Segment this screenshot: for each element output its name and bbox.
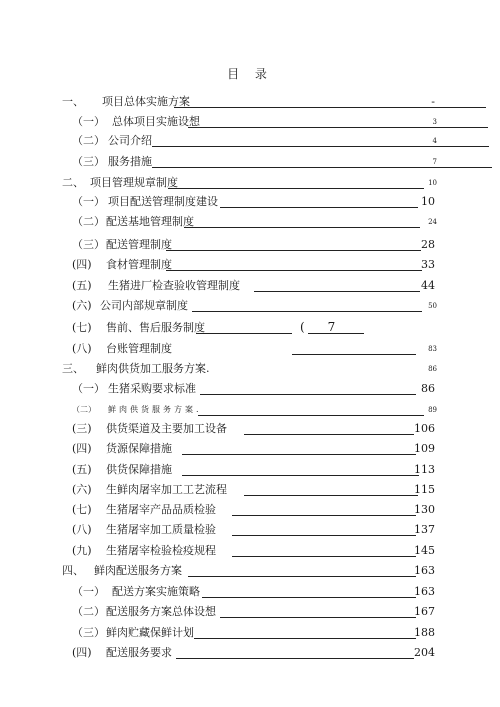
entry-leader: [152, 133, 489, 147]
entry-text: 鲜肉供货服务方案.: [108, 405, 202, 414]
entry-page: 33: [421, 258, 435, 271]
entry-number: 一、: [62, 95, 84, 108]
entry-page: 167: [414, 605, 435, 618]
entry-page: 86: [421, 382, 435, 395]
toc-entry[interactable]: [72, 462, 437, 478]
entry-number: (七): [72, 503, 92, 516]
entry-leader: [184, 214, 420, 228]
entry-number: (六): [72, 483, 92, 496]
entry-page: 10: [428, 179, 437, 187]
entry-page: 115: [414, 483, 435, 496]
entry-text: 生猪采购要求标准: [108, 382, 196, 395]
entry-text: 配送方案实施策略: [112, 585, 200, 598]
entry-page: 137: [414, 523, 435, 536]
entry-number: （三）: [72, 626, 105, 639]
entry-page: 130: [414, 503, 435, 516]
entry-number: (三): [72, 422, 92, 435]
entry-leader: [232, 543, 416, 557]
entry-text: 项目总体实施方案: [102, 95, 190, 108]
entry-leader: [292, 341, 416, 355]
entry-leader: [196, 320, 292, 334]
toc-entry[interactable]: [72, 298, 437, 314]
entry-text: 配送基地管理制度: [106, 215, 194, 228]
entry-text: 生猪屠宰加工质量检验: [106, 523, 216, 536]
entry-number: （一）: [72, 195, 105, 208]
toc-entry[interactable]: [72, 625, 437, 641]
entry-leader: [232, 522, 416, 536]
entry-number: (八): [72, 342, 92, 355]
entry-leader: [152, 154, 492, 168]
entry-page: 4: [432, 137, 437, 145]
entry-number: (九): [72, 544, 92, 557]
entry-page: 86: [428, 365, 437, 373]
entry-page: 106: [414, 422, 435, 435]
entry-leader: [174, 94, 486, 108]
entry-number: 三、: [62, 362, 84, 375]
toc-entry[interactable]: [72, 604, 437, 620]
entry-leader: [188, 114, 488, 128]
entry-leader: [308, 320, 364, 334]
entry-text: 售前、售后服务制度: [106, 321, 205, 334]
entry-leader: [254, 278, 420, 292]
entry-text: 供货渠道及主要加工设备: [106, 422, 227, 435]
entry-text: 项目配送管理制度建设: [108, 195, 218, 208]
entry-text: 鲜肉贮藏保鲜计划: [106, 626, 194, 639]
entry-number: （二）: [72, 134, 105, 147]
entry-leader: [176, 645, 414, 659]
entry-number: (五): [72, 279, 92, 292]
toc-entry[interactable]: [72, 402, 437, 418]
entry-leader: [220, 604, 416, 618]
entry-number: (五): [72, 463, 92, 476]
entry-number: （三）: [72, 155, 105, 168]
entry-number: (七): [72, 321, 92, 334]
entry-leader: [244, 421, 414, 435]
toc-entry[interactable]: [72, 133, 437, 149]
entry-number: （一）: [72, 382, 105, 395]
entry-leader: [182, 462, 419, 476]
toc-entry[interactable]: [72, 320, 437, 336]
entry-number: （二）: [72, 215, 105, 228]
entry-text: 配送服务要求: [106, 646, 172, 659]
entry-text: 生猪屠宰产品品质检验: [106, 503, 216, 516]
entry-text: 生猪进厂检查验收管理制度: [108, 279, 240, 292]
entry-page: 28: [421, 238, 435, 251]
entry-page: 83: [428, 345, 437, 353]
toc-entry[interactable]: [72, 214, 437, 230]
entry-page: 145: [414, 544, 435, 557]
entry-text: 项目管理规章制度: [90, 176, 178, 189]
entry-leader: [202, 584, 416, 598]
entry-leader: [192, 298, 422, 312]
entry-text: 食材管理制度: [106, 258, 172, 271]
entry-page: 7: [432, 158, 437, 166]
toc-entry[interactable]: [62, 175, 437, 191]
toc-entry[interactable]: [72, 278, 437, 294]
entry-page: 163: [414, 564, 435, 577]
toc-entry[interactable]: [72, 421, 437, 437]
entry-number: (四): [72, 258, 92, 271]
entry-page: 163: [414, 585, 435, 598]
toc-title: 目 录: [227, 67, 273, 81]
entry-text: 货源保障措施: [106, 442, 172, 455]
entry-page: 204: [414, 646, 435, 659]
entry-text: 配送管理制度: [106, 238, 172, 251]
entry-number: (八): [72, 523, 92, 536]
entry-page: 113: [414, 463, 435, 476]
entry-leader: [200, 381, 416, 395]
entry-leader: [188, 563, 416, 577]
toc-entry[interactable]: [72, 194, 437, 210]
entry-leader: [166, 257, 422, 271]
toc-entry[interactable]: [72, 237, 437, 253]
entry-number: （三）: [72, 238, 105, 251]
entry-number: 二、: [62, 176, 84, 189]
entry-text: 台账管理制度: [106, 342, 172, 355]
entry-text: 供货保障措施: [106, 463, 172, 476]
entry-page: 50: [428, 302, 437, 310]
toc-entry[interactable]: [72, 114, 437, 130]
toc-entry[interactable]: [62, 563, 437, 579]
entry-leader: [232, 502, 416, 516]
entry-number: （二）: [72, 405, 96, 414]
entry-text: 公司内部规章制度: [100, 299, 188, 312]
entry-text: 鲜肉供货加工服务方案.: [96, 362, 210, 375]
entry-page: 10: [421, 195, 435, 208]
entry-page: 24: [428, 218, 437, 226]
entry-text: 服务措施: [108, 155, 152, 168]
entry-page: 109: [414, 442, 435, 455]
entry-text: 鲜肉配送服务方案: [94, 564, 182, 577]
entry-number: （一）: [72, 585, 105, 598]
toc-entry[interactable]: [72, 341, 437, 357]
entry-leader: [168, 175, 424, 189]
entry-number: （二）: [72, 605, 105, 618]
entry-number: (四): [72, 646, 92, 659]
entry-text: 公司介绍: [108, 134, 152, 147]
entry-leader: [194, 625, 416, 639]
entry-page: 3: [432, 118, 437, 126]
entry-leader: [198, 402, 424, 416]
entry-leader: [244, 482, 418, 496]
toc-entry[interactable]: [72, 441, 437, 457]
toc-entry[interactable]: [72, 645, 437, 661]
toc-entry[interactable]: [72, 154, 437, 170]
toc-entry[interactable]: [62, 94, 437, 110]
toc-entry[interactable]: [72, 543, 437, 559]
entry-number: (六): [72, 299, 92, 312]
entry-number: （一）: [72, 115, 105, 128]
entry-number: (四): [72, 442, 92, 455]
toc-entry[interactable]: [72, 257, 437, 273]
entry-text: 总体项目实施设想: [112, 115, 200, 128]
entry-text: 配送服务方案总体设想: [106, 605, 216, 618]
entry-page: 44: [421, 279, 435, 292]
entry-leader: [182, 441, 416, 455]
page-marker: ( 7: [300, 320, 336, 334]
entry-page: 89: [428, 406, 437, 414]
entry-leader: [220, 194, 418, 208]
toc-entry[interactable]: [72, 502, 437, 518]
toc-entry[interactable]: [72, 584, 437, 600]
toc-entry[interactable]: [72, 482, 437, 498]
toc-entry[interactable]: [72, 522, 437, 538]
entry-page: 188: [414, 626, 435, 639]
entry-text: 生猪屠宰检验检疫规程: [106, 544, 216, 557]
entry-number: 四、: [62, 564, 84, 577]
entry-page: -: [431, 95, 435, 108]
toc-entry[interactable]: [62, 361, 437, 377]
entry-leader: [166, 237, 421, 251]
entry-text: 生鲜肉屠宰加工工艺流程: [106, 483, 227, 496]
toc-entry[interactable]: [72, 381, 437, 397]
